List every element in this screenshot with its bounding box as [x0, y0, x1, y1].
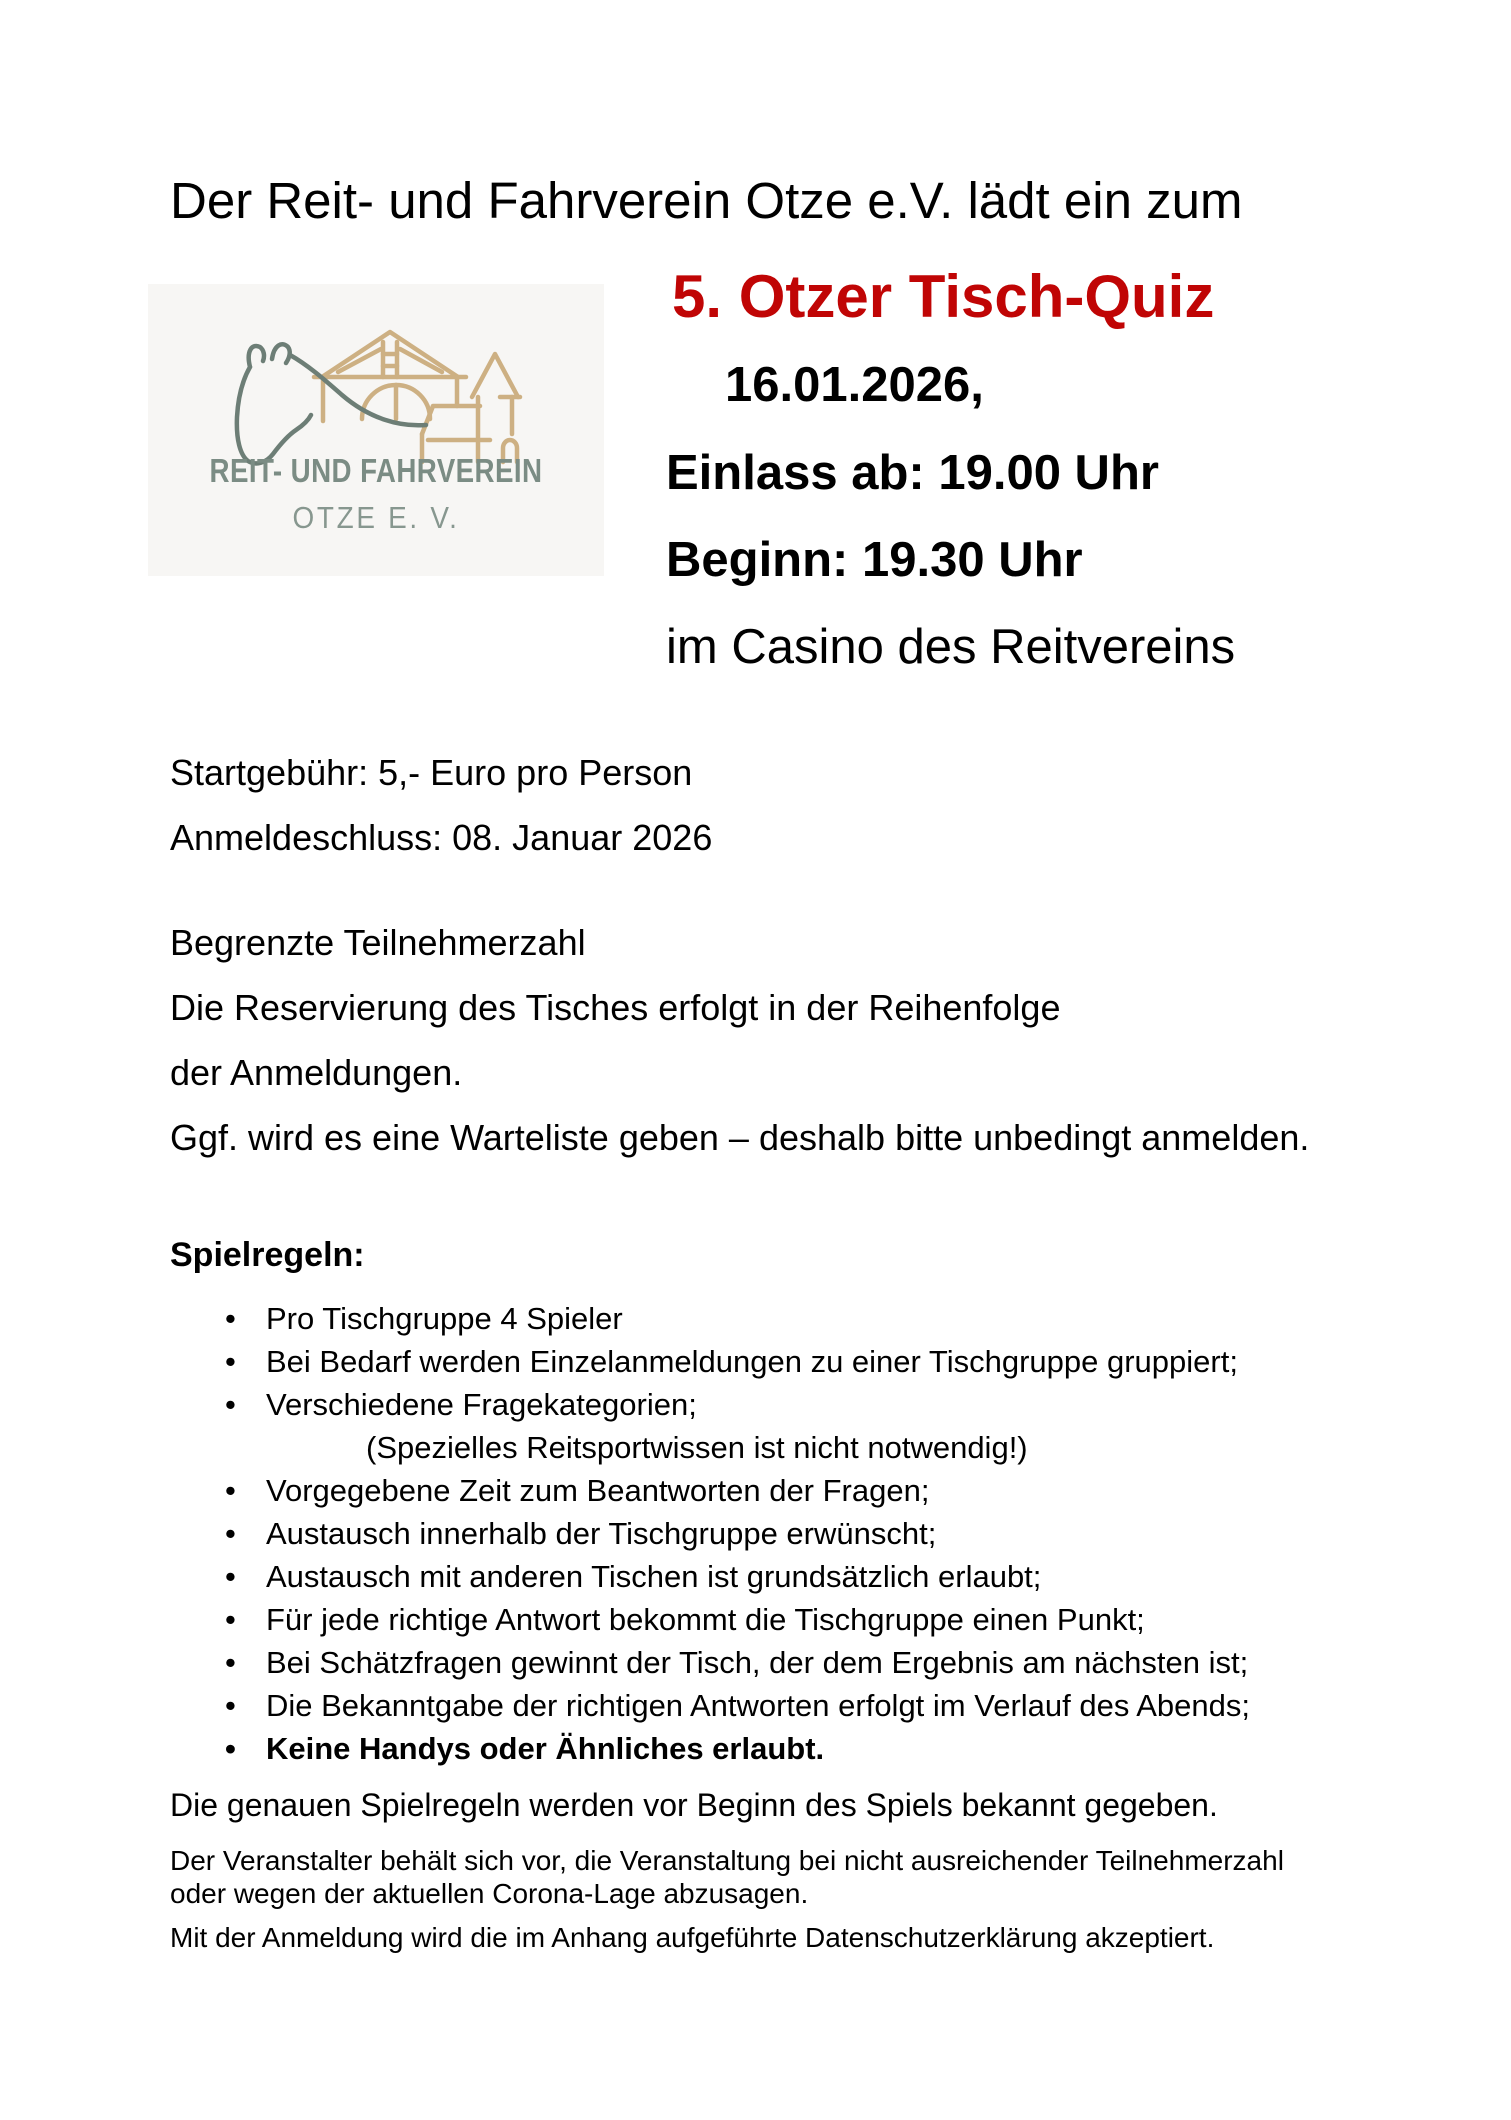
rules-list — [170, 1297, 1480, 1770]
rules-heading: Spielregeln: — [170, 1236, 365, 1274]
invitation-heading: Der Reit- und Fahrverein Otze e.V. lädt ein zum — [170, 172, 1243, 229]
rule-item: • Vorgegebene Zeit zum Beantworten der Fragen; — [170, 1469, 1480, 1512]
disclaimer-line-1: Der Veranstalter behält sich vor, die Veranstaltung bei nicht ausreichender Teilnehmerzahl — [170, 1845, 1284, 1876]
event-admission-time: Einlass ab: 19.00 Uhr — [666, 446, 1159, 500]
event-start-time: Beginn: 19.30 Uhr — [666, 533, 1083, 587]
closing-announce: Die genauen Spielregeln werden vor Beginn des Spiels bekannt gegeben. — [170, 1787, 1218, 1823]
disclaimer-line-2: oder wegen der aktuellen Corona-Lage abzusagen. — [170, 1878, 809, 1909]
club-logo — [148, 284, 604, 576]
reservation-line-1: Die Reservierung des Tisches erfolgt in der Reihenfolge — [170, 987, 1061, 1028]
event-location: im Casino des Reitvereins — [666, 620, 1236, 674]
privacy-note: Mit der Anmeldung wird die im Anhang aufgeführte Datenschutzerklärung akzeptiert. — [170, 1922, 1215, 1953]
rule-item: • Verschiedene Fragekategorien; — [170, 1383, 1480, 1426]
rule-item: • Bei Bedarf werden Einzelanmeldungen zu einer Tischgruppe gruppiert; — [170, 1340, 1480, 1383]
rule-item-no-phones: • Keine Handys oder Ähnliches erlaubt. — [170, 1727, 1480, 1770]
rule-item-note: (Spezielles Reitsportwissen ist nicht notwendig!) — [366, 1430, 1028, 1465]
logo-org-suffix: OTZE E. V. — [292, 500, 460, 535]
flyer-body — [170, 752, 1480, 1954]
deadline-line: Anmeldeschluss: 08. Januar 2026 — [170, 817, 713, 858]
rule-item: • Bei Schätzfragen gewinnt der Tisch, der dem Ergebnis am nächsten ist; — [170, 1641, 1480, 1684]
rule-item: • Austausch innerhalb der Tischgruppe erwünscht; — [170, 1512, 1480, 1555]
rule-item: • Pro Tischgruppe 4 Spieler — [170, 1297, 1480, 1340]
rule-item: • Austausch mit anderen Tischen ist grundsätzlich erlaubt; — [170, 1555, 1480, 1598]
event-title: 5. Otzer Tisch-Quiz — [672, 263, 1215, 330]
limited-participants-line: Begrenzte Teilnehmerzahl — [170, 922, 586, 963]
logo-org-name: REIT- UND FAHRVEREIN — [209, 452, 543, 489]
horse-and-farm-icon — [148, 298, 604, 468]
organizer-disclaimer — [170, 1844, 1480, 1910]
event-date: 16.01.2026, — [725, 358, 984, 412]
reservation-line-2: der Anmeldungen. — [170, 1052, 463, 1093]
fee-line: Startgebühr: 5,- Euro pro Person — [170, 752, 693, 793]
rule-item: • Für jede richtige Antwort bekommt die Tischgruppe einen Punkt; — [170, 1598, 1480, 1641]
waitlist-line: Ggf. wird es eine Warteliste geben – deshalb bitte unbedingt anmelden. — [170, 1117, 1310, 1158]
rule-item: • Die Bekanntgabe der richtigen Antworten erfolgt im Verlauf des Abends; — [170, 1684, 1480, 1727]
